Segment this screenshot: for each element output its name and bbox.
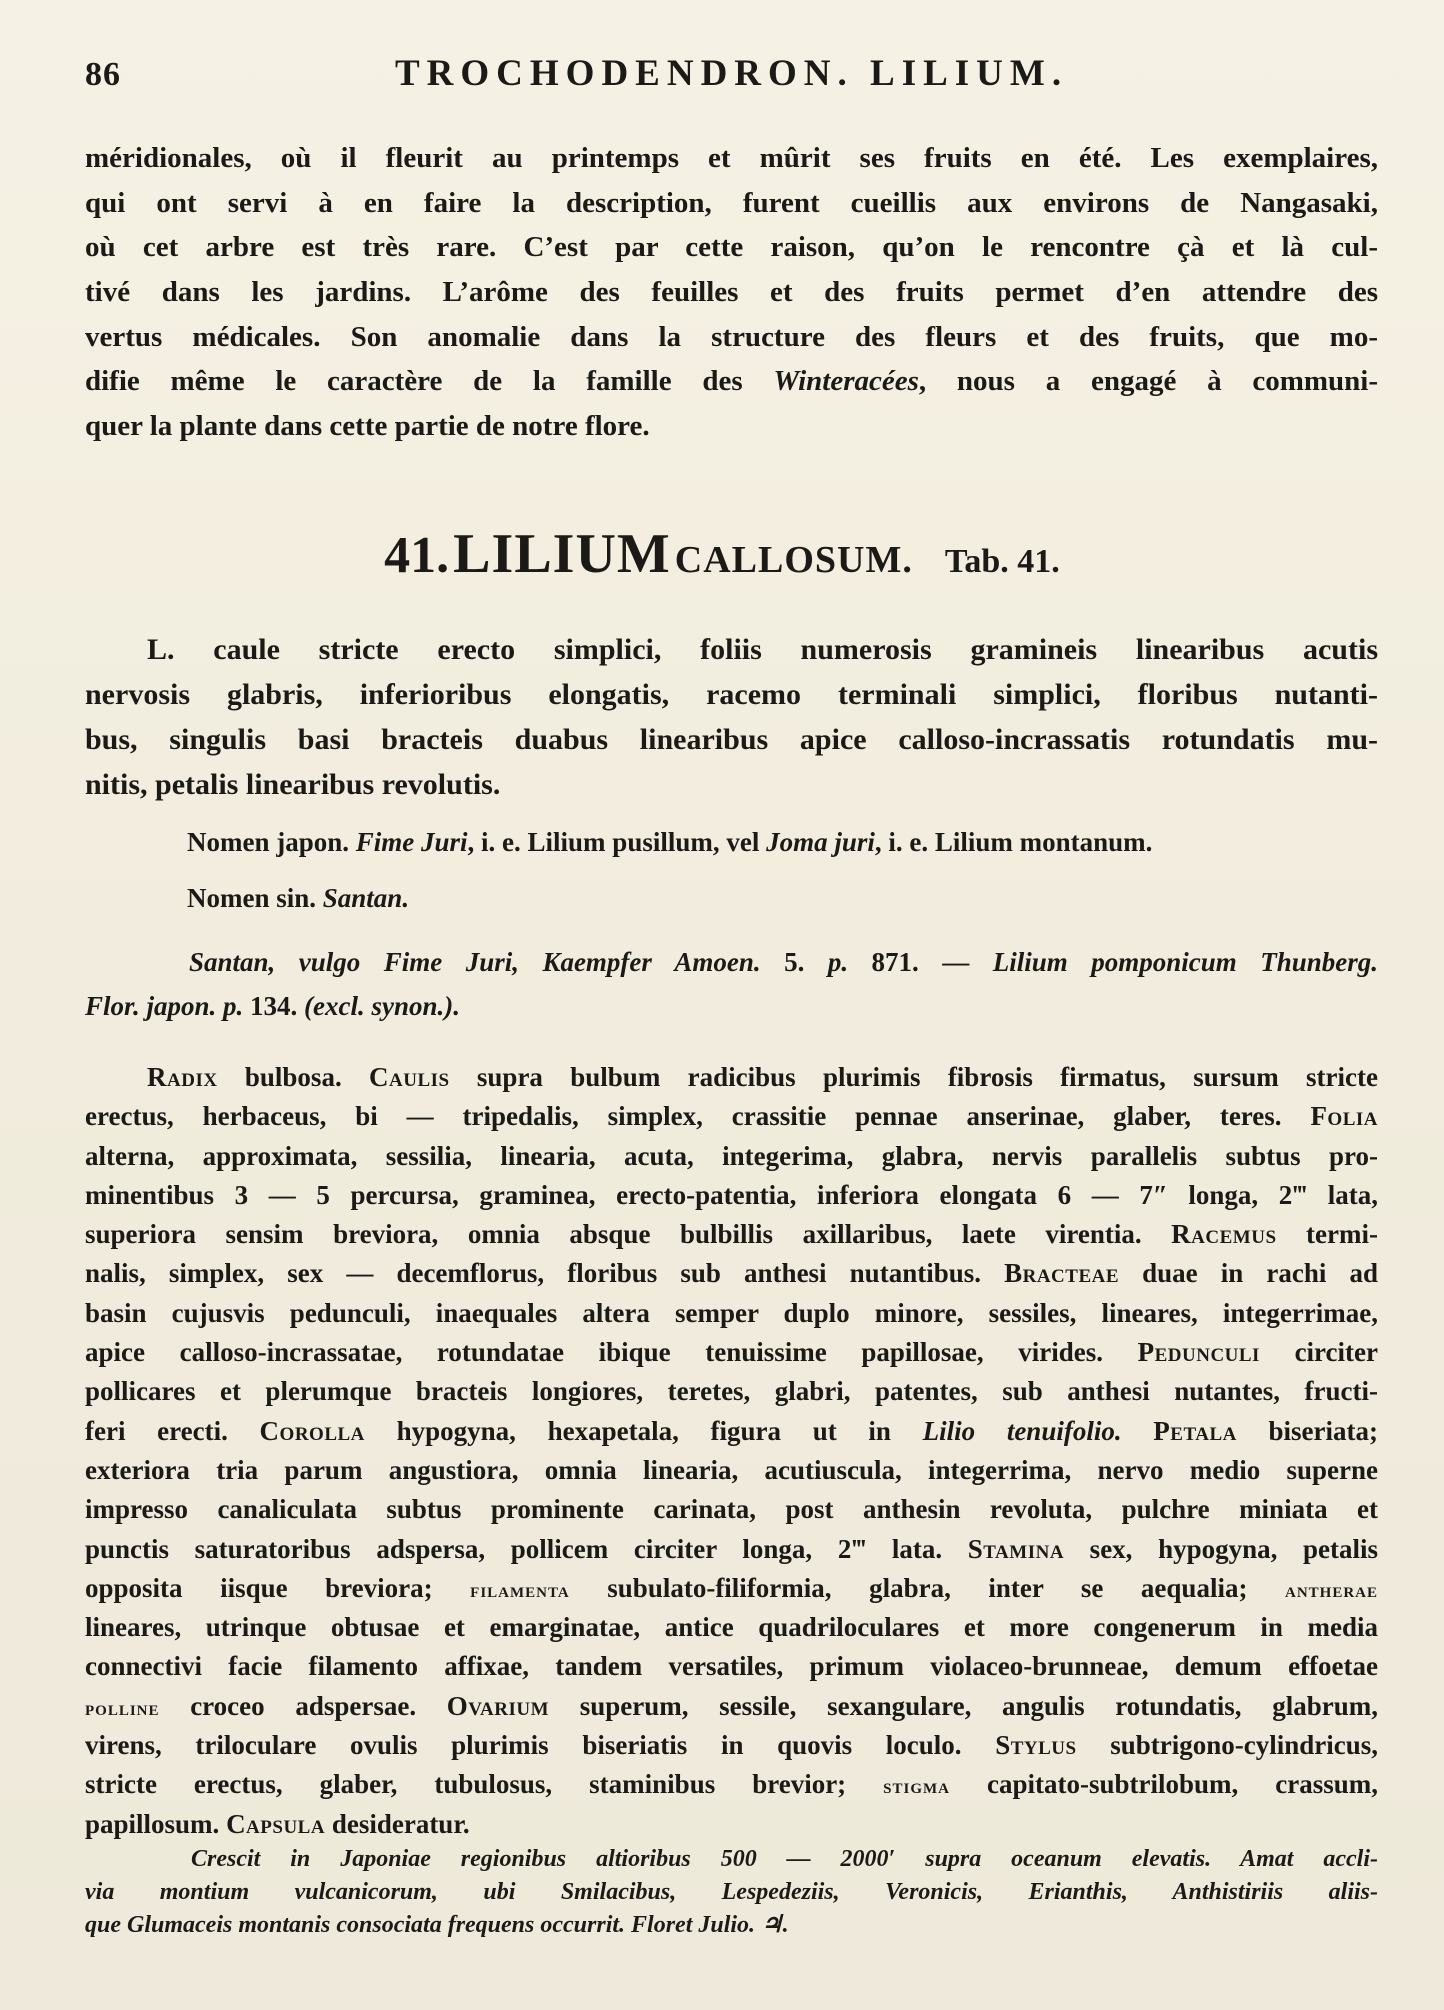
intro-text: , nous a engagé à communi-: [918, 365, 1378, 398]
text-run: nalis, simplex, sex — decemflorus, floribus sub anthesi nutantibus.: [85, 1258, 1005, 1289]
text-run: desideratur.: [325, 1808, 470, 1839]
text-run: connectivi facie filamento affixae, tandem versatiles, primum violaceo-brunneae, demum effoetae: [85, 1651, 1378, 1682]
chinese-name: [187, 883, 409, 914]
text-run: superiora sensim breviora, omnia absque bulbillis axillaribus, laete virentia.: [85, 1219, 1172, 1250]
organ-term: Caulis: [369, 1062, 450, 1092]
text-run: subtrigono-cylindricus,: [1076, 1730, 1378, 1761]
gloss: , i. e. Lilium pusillum, vel: [467, 827, 767, 857]
italic-text: Lilio tenuifolio.: [922, 1415, 1122, 1446]
nomen-label: Nomen japon.: [187, 827, 350, 857]
reference-text: 5.: [760, 947, 828, 977]
intro-line: tivé dans les jardins. L’arôme des feuilles et des fruits permet d’en attendre des: [85, 276, 1378, 309]
description-paragraph: [85, 1058, 1378, 1844]
text-run: impresso canaliculata subtus prominente carinata, post anthesin revoluta, pulchre miniata et: [85, 1494, 1378, 1525]
page-number: 86: [85, 56, 121, 93]
description-line: [85, 1451, 1378, 1490]
text-run: superum, sessile, sexangulare, angulis rotundatis, glabrum,: [549, 1690, 1378, 1721]
page-header: [85, 52, 1375, 102]
intro-line: qui ont servi à en faire la description, furent cueillis aux environs de Nangasaki,: [85, 186, 1378, 219]
description-line: [85, 1530, 1378, 1569]
genus-name: LILIUM: [453, 523, 671, 585]
intro-line: [85, 359, 1378, 404]
species-heading: [0, 522, 1444, 586]
intro-line: où cet arbre est très rare. C’est par cette raison, qu’on le rencontre çà et là cul-: [85, 231, 1378, 264]
text-run: circiter: [1259, 1337, 1378, 1368]
vernacular-name: Fime Juri: [355, 827, 468, 857]
text-run: sex, hypogyna, petalis: [1064, 1533, 1379, 1564]
reference-text: Flor. japon. p.: [85, 991, 244, 1021]
description-line: [85, 1726, 1378, 1765]
reference-text: (excl. synon.).: [304, 991, 461, 1021]
description-line: [85, 1137, 1378, 1176]
italic-text: que Glumaceis montanis consociata frequens occurrit. Floret Julio.: [85, 1912, 762, 1938]
text-run: feri erecti.: [85, 1415, 260, 1446]
text-run: 500 — 2000′: [720, 1846, 896, 1872]
italic-text: via montium vulcanicorum, ubi Smilacibus, Lespedeziis, Veronicis, Erianthis, Anthistiriis aliis-: [85, 1879, 1378, 1905]
plate-reference: Tab. 41.: [944, 543, 1060, 580]
description-line: [85, 1097, 1378, 1136]
habitat-line: [85, 1876, 1378, 1909]
intro-text: difie même le caractère de la famille des: [85, 365, 774, 398]
text-run: ♃.: [761, 1912, 789, 1938]
organ-term: Capsula: [226, 1808, 326, 1839]
organ-term: Racemus: [1171, 1219, 1277, 1250]
reference-line: [85, 940, 1378, 984]
vernacular-name: Joma juri: [766, 827, 875, 857]
organ-term: Bracteae: [1004, 1258, 1120, 1289]
vernacular-name: Santan.: [322, 883, 410, 913]
description-line: [85, 1569, 1378, 1608]
reference-text: 134.: [243, 991, 305, 1021]
description-line: [85, 1687, 1378, 1726]
organ-term: Stamina: [967, 1533, 1065, 1564]
text-run: duae in rachi ad: [1119, 1258, 1378, 1289]
text-run: lineares, utrinque obtusae et emarginatae, antice quadriloculares et more congenerum in media: [85, 1612, 1378, 1643]
description-line: [85, 1176, 1378, 1215]
text-run: virens, triloculare ovulis plurimis biseriatis in quovis loculo.: [85, 1730, 996, 1761]
text-run: supra bulbum radicibus plurimis fibrosis firmatus, sursum stricte: [449, 1062, 1378, 1092]
text-run: bulbosa.: [217, 1062, 370, 1092]
text-run: opposita iisque breviora;: [85, 1572, 471, 1603]
description-line: [85, 1490, 1378, 1529]
organ-term: Ovarium: [446, 1690, 550, 1721]
organ-term: Stylus: [995, 1730, 1077, 1761]
text-run: erectus, herbaceus, bi — tripedalis, simplex, crassitie pennae anserinae, glaber, teres.: [85, 1101, 1311, 1132]
description-line: [85, 1215, 1378, 1254]
text-run: termi-: [1276, 1219, 1378, 1250]
text-run: croceo adspersae.: [159, 1690, 447, 1721]
species-epithet: CALLOSUM.: [674, 539, 913, 581]
text-run: apice calloso-incrassatae, rotundatae ibique tenuissime papillosae, virides.: [85, 1337, 1138, 1368]
habitat-line: [85, 1909, 1378, 1942]
description-line: [85, 1608, 1378, 1647]
organ-term: Petala: [1153, 1415, 1237, 1446]
diagnosis-line: nitis, petalis linearibus revolutis.: [85, 768, 501, 801]
family-name: Winteracées: [773, 365, 919, 398]
intro-line: vertus médicales. Son anomalie dans la structure des fleurs et des fruits, que mo-: [85, 320, 1378, 353]
species-number: 41.: [384, 527, 450, 584]
reference-text: Lilium pomponicum Thunberg.: [992, 947, 1379, 977]
organ-term: filamenta: [470, 1577, 570, 1602]
diagnosis-paragraph: [85, 627, 1378, 807]
text-run: biseriata;: [1236, 1415, 1379, 1446]
reference-text: p.: [827, 947, 849, 977]
description-line: [85, 1647, 1378, 1686]
description-line: [85, 1333, 1378, 1372]
japanese-name: [187, 827, 1152, 858]
habitat-paragraph: [85, 1843, 1378, 1942]
habitat-line: [85, 1843, 1378, 1876]
text-run: exteriora tria parum angustiora, omnia linearia, acutiuscula, integerrima, nervo medio superne: [85, 1454, 1378, 1485]
intro-line: méridionales, où il fleurit au printemps et mûrit ses fruits en été. Les exemplaires,: [85, 142, 1378, 174]
description-line: [85, 1058, 1378, 1097]
text-run: basin cujusvis pedunculi, inaequales altera semper duplo minore, sessiles, lineares, integerrimae,: [85, 1297, 1378, 1328]
text-run: capitato-subtrilobum, crassum,: [950, 1769, 1378, 1800]
reference-text: 871. —: [848, 947, 993, 977]
diagnosis-line: nervosis glabris, inferioribus elongatis, racemo terminali simplici, floribus nutanti-: [85, 678, 1378, 711]
description-line: [85, 1254, 1378, 1293]
organ-term: polline: [85, 1695, 160, 1720]
text-run: subulato-filiformia, glabra, inter se aequalia;: [569, 1572, 1285, 1603]
description-line: [85, 1372, 1378, 1411]
text-run: hypogyna, hexapetala, figura ut in: [364, 1415, 923, 1446]
running-head: TROCHODENDRON. LILIUM.: [395, 53, 1069, 94]
description-line: [85, 1294, 1378, 1333]
intro-line: quer la plante dans cette partie de notre flore.: [85, 410, 650, 443]
text-run: pollicares et plerumque bracteis longiores, teretes, glabri, patentes, sub anthesi nutantes, fructi-: [85, 1376, 1378, 1407]
description-line: [85, 1805, 1378, 1844]
organ-term: Folia: [1310, 1101, 1378, 1132]
italic-text: Crescit in Japoniae regionibus altioribus: [191, 1846, 721, 1872]
text-run: [1122, 1416, 1154, 1446]
text-run: stricte erectus, glaber, tubulosus, staminibus brevior;: [85, 1769, 884, 1800]
organ-term: Corolla: [259, 1415, 365, 1446]
text-run: alterna, approximata, sessilia, linearia, acuta, integerima, glabra, nervis parallelis subtus pro-: [85, 1140, 1378, 1171]
text-run: punctis saturatoribus adspersa, pollicem circiter longa, 2‴ lata.: [85, 1533, 968, 1564]
description-line: [85, 1412, 1378, 1451]
organ-term: Radix: [147, 1062, 218, 1092]
italic-text: supra oceanum elevatis. Amat accli-: [895, 1846, 1379, 1872]
text-run: minentibus 3 — 5 percursa, graminea, erecto-patentia, inferiora elongata 6 — 7″ longa, 2‴ lata,: [85, 1179, 1378, 1210]
organ-term: Pedunculi: [1137, 1337, 1260, 1368]
gloss: , i. e. Lilium montanum.: [874, 827, 1153, 857]
intro-paragraph: [85, 136, 1378, 449]
reference-line: [85, 984, 1378, 1028]
reference-text: Santan, vulgo Fime Juri, Kaempfer Amoen.: [189, 947, 761, 977]
nomen-label: Nomen sin.: [187, 883, 317, 913]
diagnosis-line: bus, singulis basi bracteis duabus linearibus apice calloso-incrassatis rotundatis mu-: [85, 723, 1378, 756]
diagnosis-line: L. caule stricte erecto simplici, foliis numerosis gramineis linearibus acutis: [147, 633, 1378, 666]
organ-term: antherae: [1285, 1577, 1379, 1602]
organ-term: stigma: [883, 1774, 951, 1799]
text-run: papillosum.: [85, 1808, 227, 1839]
references: [85, 940, 1378, 1028]
description-line: [85, 1765, 1378, 1804]
